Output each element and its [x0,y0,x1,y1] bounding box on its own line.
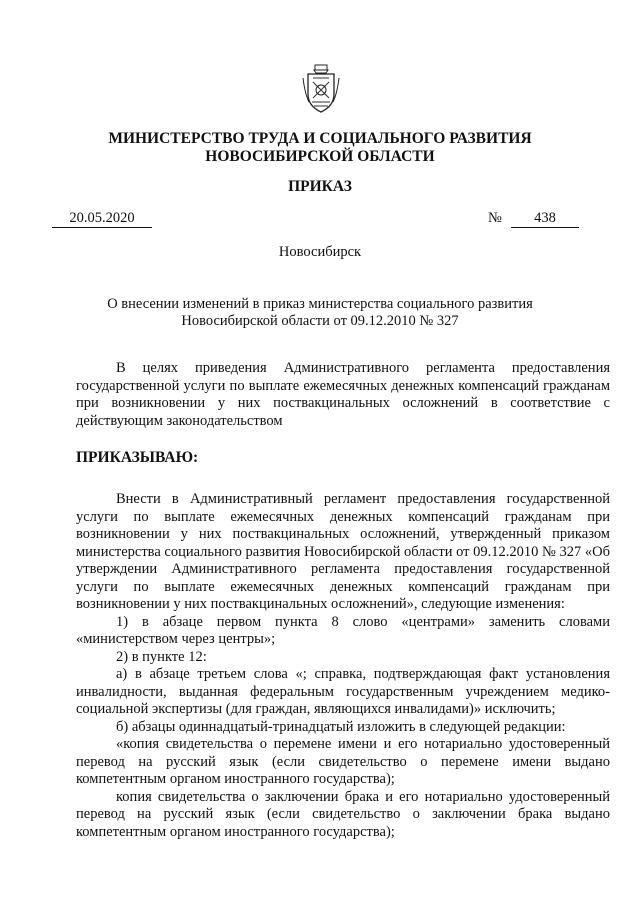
body-quote-1: «копия свидетельства о перемене имени и его нотариально удостоверенный перевод на русский язык (если свидетельство о перемене имени выдано компетентным органом иностранного государства); [76,736,610,787]
body-item-2: 2) в пункте 12: [116,648,207,665]
order-subject [0,296,640,330]
coat-of-arms-icon [301,64,341,114]
body-item-2b: б) абзацы одиннадцатый-тринадцатый изложить в следующей редакции: [116,718,566,735]
subject-line2: Новосибирской области от 09.12.2010 № 327 [181,313,459,329]
ministry-name-line1: МИНИСТЕРСТВО ТРУДА И СОЦИАЛЬНОГО РАЗВИТИЯ [108,130,532,147]
ministry-name-line2: НОВОСИБИРСКОЙ ОБЛАСТИ [205,148,435,165]
number-label: № [488,210,502,226]
body-quote-2: копия свидетельства о заключении брака и его нотариально удостоверенный перевод на русский язык (если свидетельство о заключении брака выдано компетентным органом иностранного государства); [76,788,610,840]
order-body [76,491,610,841]
body-intro-paragraph: Внести в Административный регламент предоставления государственной услуги по выплате ежемесячных денежных компенсаций гражданам при возникновении у них поствакцинальных осложнений, утвержденный приказом министерства социального развития Новосибирской области от 09.12.2010 № 327 «Об утверждении Административного регламента предоставления государственной услуги по выплате ежемесячных денежных компенсаций гражданам при возникновении у них поствакцинальных осложнений», следующие изменения: [76,491,610,612]
subject-line1: О внесении изменений в приказ министерства социального развития [107,296,533,312]
orders-heading: ПРИКАЗЫВАЮ: [76,449,199,466]
body-item-2a: а) в абзаце третьем слова «; справка, подтверждающая факт установления инвалидности, выданная федеральным государственным учреждением медико-социальной экспертизы (для граждан, являющихся инвалидами)» исключить; [76,666,610,717]
ministry-name [0,130,640,166]
document-type: ПРИКАЗ [288,178,352,195]
order-number: 438 [511,210,579,228]
body-item-1: 1) в абзаце первом пункта 8 слово «центрами» заменить словами «министерством через центры»; [76,613,610,647]
preamble-paragraph: В целях приведения Административного регламента предоставления государственной услуги по выплате ежемесячных денежных компенсаций гражданам при возникновении у них поствакцинальных осложнений в соответствие с действующим законодательством [76,360,610,429]
order-date: 20.05.2020 [52,210,152,228]
city: Новосибирск [278,244,362,260]
